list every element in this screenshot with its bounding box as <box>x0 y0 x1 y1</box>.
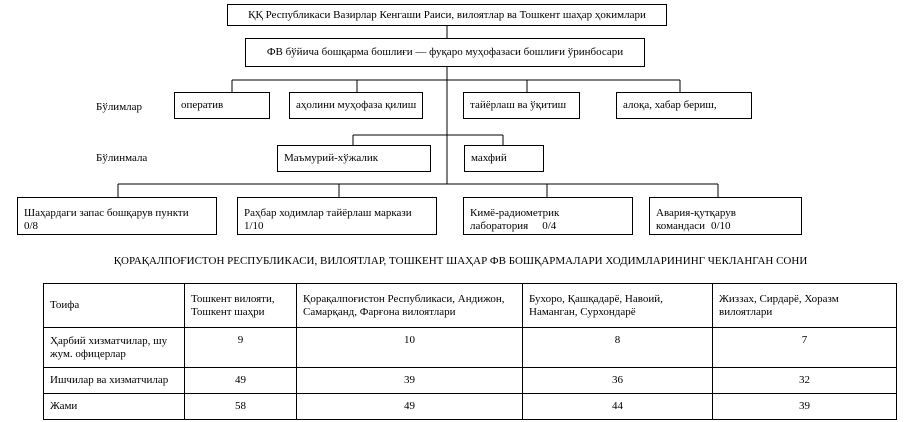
departments-label: Бўлимлар <box>96 101 143 113</box>
table-row <box>44 368 897 394</box>
cell-value: 49 <box>297 394 523 420</box>
section-secret-box: махфий <box>464 145 544 172</box>
cell-value: 9 <box>185 328 297 368</box>
dept-operative-box: оператив <box>174 92 270 119</box>
unit-rescue-team-box <box>649 197 802 235</box>
unit-chem-lab-count: 0/4 <box>542 220 557 232</box>
unit-rescue-team-count: 0/10 <box>710 220 731 232</box>
header-karakalpak-group: Қорақалпоғистон Республикаси, Андижон, Самарқанд, Фарғона вилоятлари <box>297 284 523 328</box>
unit-chem-lab-name: Кимё-радиометрик <box>470 207 560 219</box>
row-label: Жами <box>44 394 185 420</box>
cell-value: 36 <box>523 368 713 394</box>
unit-training-center-name: Раҳбар ходимлар тайёрлаш маркази <box>244 207 412 219</box>
table-header-row <box>44 284 897 328</box>
cell-value: 44 <box>523 394 713 420</box>
unit-reserve-control-name: Шаҳардаги запас бошқарув пункти <box>24 207 189 219</box>
table-title: ҚОРАҚАЛПОҒИСТОН РЕСПУБЛИКАСИ, ВИЛОЯТЛАР, ТОШКЕНТ ШАҲАР ФВ БОШҚАРМАЛАРИ ХОДИМЛАРИНИНГ ЧЕКЛАНГАН СОНИ <box>113 255 808 267</box>
cell-value: 49 <box>185 368 297 394</box>
unit-reserve-control-count: 0/8 <box>24 220 39 232</box>
row-label: Ишчилар ва хизматчилар <box>44 368 185 394</box>
row-label: Ҳарбий хизматчилар, шу жум. офицерлар <box>44 328 185 368</box>
top-authority-box: ҚҚ Республикаси Вазирлар Кенгаши Раиси, вилоятлар ва Тошкент шаҳар ҳокимлари <box>227 4 667 26</box>
header-tashkent: Тошкент вилояти, Тошкент шаҳри <box>185 284 297 328</box>
cell-value: 8 <box>523 328 713 368</box>
dept-communication-box: алоқа, хабар бериш, <box>616 92 752 119</box>
sections-label: Бўлинмала <box>96 152 148 164</box>
unit-rescue-team-name: Авария-қутқарув <box>656 207 736 219</box>
table-row <box>44 328 897 368</box>
header-category: Тоифа <box>44 284 185 328</box>
cell-value: 32 <box>713 368 897 394</box>
dept-training-box: тайёрлаш ва ўқитиш <box>463 92 580 119</box>
unit-rescue-team-name2: командаси <box>656 220 705 232</box>
chief-deputy-box: ФВ бўйича бошқарма бошлиғи — фуқаро муҳофазаси бошлиғи ўринбосари <box>245 38 645 67</box>
cell-value: 10 <box>297 328 523 368</box>
unit-training-center-count: 1/10 <box>244 220 264 232</box>
cell-value: 58 <box>185 394 297 420</box>
cell-value: 39 <box>297 368 523 394</box>
unit-chem-lab-name2: лаборатория <box>470 220 529 232</box>
header-jizzakh-group: Жиззах, Сирдарё, Хоразм вилоятлари <box>713 284 897 328</box>
dept-population-protection-box: аҳолини муҳофаза қилиш <box>289 92 423 119</box>
table-row <box>44 394 897 420</box>
staff-limit-table <box>43 283 897 420</box>
section-admin-box: Маъмурий-хўжалик <box>277 145 431 172</box>
unit-chem-lab-box <box>463 197 633 235</box>
unit-reserve-control-box <box>17 197 217 235</box>
unit-training-center-box <box>237 197 437 235</box>
cell-value: 39 <box>713 394 897 420</box>
cell-value: 7 <box>713 328 897 368</box>
header-bukhara-group: Бухоро, Қашқадарё, Навоий, Наманган, Сурхондарё <box>523 284 713 328</box>
